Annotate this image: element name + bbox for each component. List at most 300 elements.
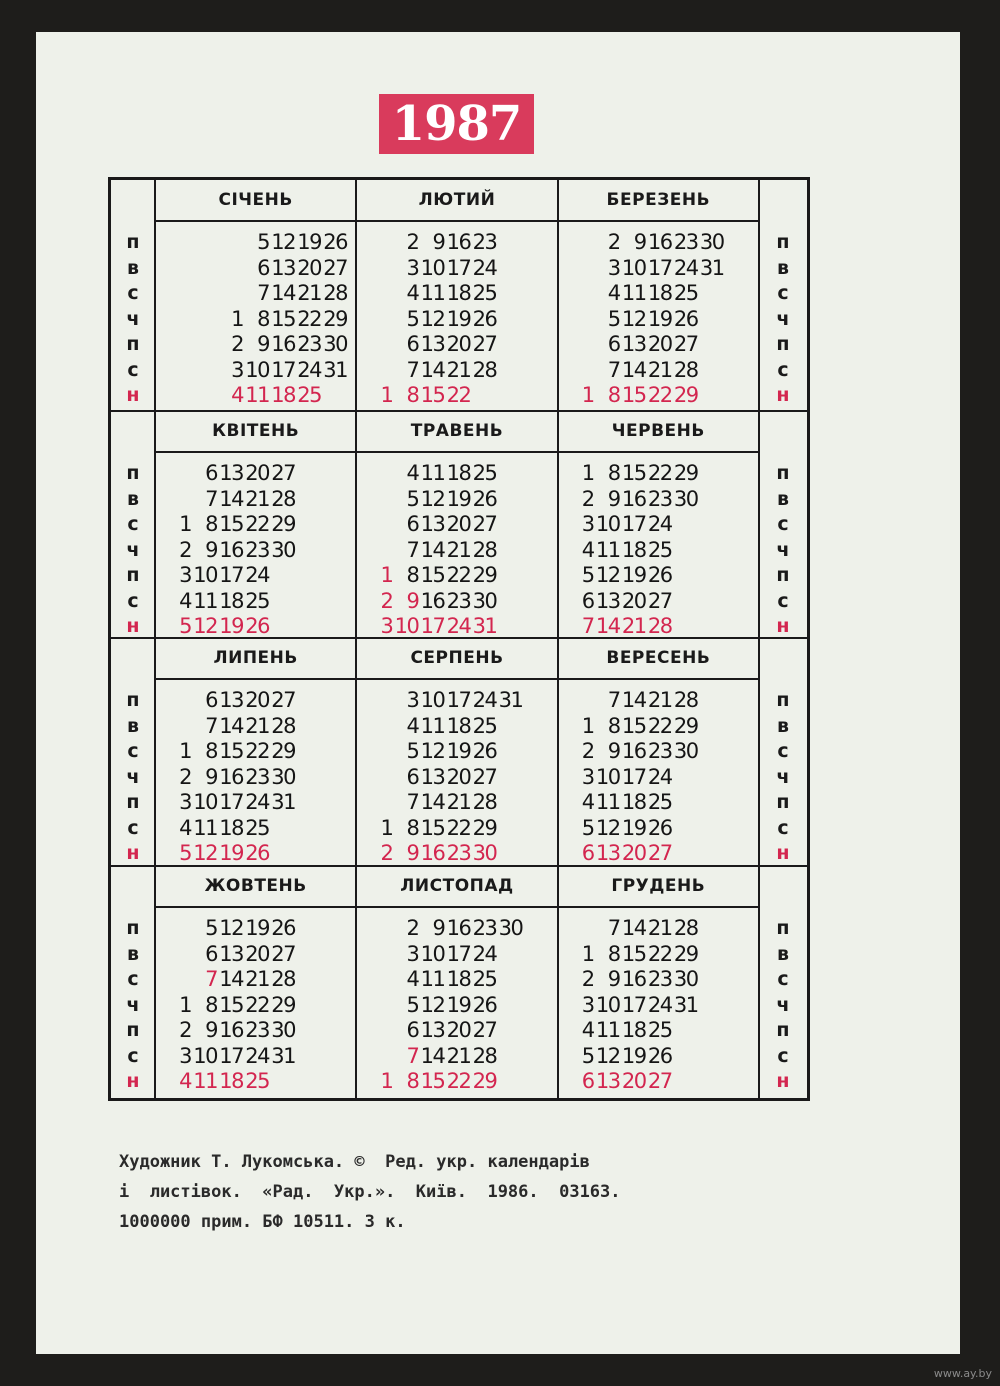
day-number: 2 (380, 841, 393, 865)
weekday-label-left: с (127, 1044, 139, 1067)
day-number: 5 (406, 739, 419, 763)
day-number: 1 (380, 383, 393, 407)
day-number: 10 (193, 1043, 217, 1068)
day-number: 16 (446, 916, 471, 940)
day-number: 8 (406, 383, 419, 407)
day-number: 1 (231, 306, 243, 331)
day-number: 22 (245, 512, 269, 536)
weekday-label-right: п (776, 231, 790, 253)
day-number: 26 (647, 563, 672, 587)
day-number: 31 (323, 357, 347, 382)
day-number: 24 (245, 1043, 269, 1068)
day-number: 5 (205, 916, 217, 940)
day-number: 13 (219, 461, 243, 485)
day-number: 11 (595, 790, 620, 814)
day-number: 14 (420, 790, 445, 814)
day-number: 22 (647, 941, 672, 966)
day-number: 3 (380, 614, 393, 638)
day-number: 25 (647, 1018, 672, 1042)
day-number: 21 (297, 281, 321, 305)
day-number: 12 (219, 916, 243, 940)
day-number: 29 (271, 992, 295, 1017)
day-number: 15 (420, 1069, 445, 1093)
day-number: 24 (297, 357, 321, 382)
day-number: 14 (420, 1043, 445, 1068)
day-number: 6 (406, 764, 419, 789)
footer-publisher: і листівок. «Рад. Укр.». Київ. 1986. 03163. (119, 1182, 621, 1202)
day-number: 16 (420, 841, 445, 865)
day-number: 13 (595, 841, 620, 865)
day-number: 10 (595, 512, 620, 536)
day-number: 25 (245, 588, 269, 613)
day-number: 25 (472, 967, 497, 991)
day-number: 15 (420, 383, 445, 407)
day-number: 31 (699, 255, 724, 280)
weekday-label-right: п (776, 917, 790, 939)
watermark: www.ay.by (933, 1367, 992, 1380)
day-number: 10 (595, 764, 620, 789)
day-number: 5 (581, 1043, 594, 1068)
day-number: 27 (323, 255, 347, 280)
day-number: 12 (420, 992, 445, 1017)
day-number: 2 (607, 230, 620, 254)
weekday-label-right: н (776, 1070, 790, 1092)
day-number: 27 (673, 332, 698, 356)
day-number: 9 (406, 841, 419, 865)
day-number: 8 (607, 383, 620, 407)
month-name: ТРАВЕНЬ (410, 421, 504, 441)
month-name: СІЧЕНЬ (218, 190, 293, 210)
day-number: 5 (406, 306, 419, 331)
day-number: 19 (621, 815, 646, 840)
day-number: 26 (673, 306, 698, 331)
day-number: 31 (498, 688, 523, 712)
weekday-label-left: с (127, 816, 139, 839)
day-number: 4 (179, 588, 191, 613)
header-divider (759, 451, 807, 453)
day-number: 30 (271, 764, 295, 789)
day-number: 8 (406, 815, 419, 840)
day-number: 28 (472, 790, 497, 814)
day-number: 4 (406, 713, 419, 738)
day-number: 5 (406, 486, 419, 511)
day-number: 8 (406, 563, 419, 587)
day-number: 24 (446, 614, 471, 638)
day-number: 23 (673, 230, 698, 254)
day-number: 18 (621, 537, 646, 562)
day-number: 7 (205, 486, 217, 511)
day-number: 7 (205, 967, 217, 991)
weekday-label-right: ч (776, 993, 790, 1016)
month-name: БЕРЕЗЕНЬ (606, 190, 711, 210)
day-number: 3 (179, 1043, 191, 1068)
day-number: 18 (271, 383, 295, 407)
day-number: 20 (621, 841, 646, 865)
day-number: 21 (446, 1043, 471, 1068)
weekday-label-left: п (126, 791, 140, 813)
day-number: 18 (219, 815, 243, 840)
day-number: 23 (245, 537, 269, 562)
day-number: 2 (581, 739, 594, 763)
day-number: 17 (621, 764, 646, 789)
day-number: 8 (205, 992, 217, 1017)
day-number: 17 (446, 255, 471, 280)
day-number: 25 (472, 461, 497, 485)
day-number: 8 (607, 461, 620, 485)
day-number: 19 (245, 916, 269, 940)
day-number: 12 (420, 486, 445, 511)
day-number: 25 (245, 1069, 269, 1093)
day-number: 23 (245, 1018, 269, 1042)
day-number: 17 (647, 255, 672, 280)
weekday-label-right: в (776, 256, 790, 279)
day-number: 14 (219, 967, 243, 991)
day-number: 19 (219, 841, 243, 865)
day-number: 2 (581, 967, 594, 991)
weekday-label-left: в (126, 714, 140, 737)
day-number: 28 (472, 1043, 497, 1068)
day-number: 20 (621, 588, 646, 613)
day-number: 10 (394, 614, 419, 638)
day-number: 4 (406, 461, 419, 485)
day-number: 30 (472, 841, 497, 865)
column-divider (355, 180, 357, 1098)
day-number: 17 (219, 790, 243, 814)
day-number: 26 (323, 230, 347, 254)
day-number: 11 (595, 1018, 620, 1042)
day-number: 8 (406, 1069, 419, 1093)
weekday-label-left: н (126, 615, 140, 637)
day-number: 25 (472, 281, 497, 305)
day-number: 6 (406, 1018, 419, 1042)
day-number: 10 (193, 790, 217, 814)
day-number: 4 (406, 281, 419, 305)
weekday-label-left: с (127, 968, 139, 990)
day-number: 18 (647, 281, 672, 305)
day-number: 28 (472, 357, 497, 382)
day-number: 29 (271, 739, 295, 763)
day-number: 30 (673, 967, 698, 991)
day-number: 14 (621, 357, 646, 382)
day-number: 27 (271, 461, 295, 485)
day-number: 12 (420, 739, 445, 763)
month-name: ВЕРЕСЕНЬ (606, 648, 711, 668)
day-number: 24 (245, 563, 269, 587)
day-number: 30 (271, 537, 295, 562)
day-number: 28 (673, 357, 698, 382)
day-number: 4 (179, 1069, 191, 1093)
day-number: 15 (621, 713, 646, 738)
day-number: 28 (647, 614, 672, 638)
day-number: 25 (472, 713, 497, 738)
day-number: 18 (446, 281, 471, 305)
day-number: 6 (581, 1069, 594, 1093)
day-number: 8 (607, 941, 620, 966)
weekday-label-right: с (777, 282, 789, 304)
day-number: 2 (179, 764, 191, 789)
weekday-label-right: п (776, 791, 790, 813)
day-number: 17 (420, 614, 445, 638)
day-number: 8 (205, 512, 217, 536)
day-number: 22 (647, 713, 672, 738)
day-number: 25 (647, 537, 672, 562)
day-number: 6 (257, 255, 269, 280)
day-number: 12 (271, 230, 295, 254)
weekday-label-left: п (126, 917, 140, 939)
day-number: 3 (607, 255, 620, 280)
day-number: 26 (245, 841, 269, 865)
day-number: 15 (420, 815, 445, 840)
day-number: 29 (673, 941, 698, 966)
calendar-card (36, 32, 960, 1354)
weekday-label-right: п (776, 333, 790, 355)
day-number: 15 (621, 461, 646, 485)
day-number: 21 (446, 790, 471, 814)
day-number: 3 (581, 992, 594, 1017)
day-number: 7 (406, 537, 419, 562)
day-number: 30 (472, 588, 497, 613)
day-number: 23 (472, 916, 497, 940)
day-number: 31 (271, 790, 295, 814)
header-divider (155, 906, 759, 908)
month-name: ГРУДЕНЬ (611, 876, 706, 896)
day-number: 15 (621, 941, 646, 966)
day-number: 20 (647, 332, 672, 356)
day-number: 14 (420, 357, 445, 382)
day-number: 17 (446, 941, 471, 966)
day-number: 1 (581, 713, 594, 738)
day-number: 18 (446, 967, 471, 991)
weekday-label-right: в (776, 714, 790, 737)
day-number: 19 (297, 230, 321, 254)
day-number: 9 (205, 764, 217, 789)
day-number: 14 (621, 916, 646, 940)
day-number: 21 (245, 713, 269, 738)
day-number: 28 (271, 486, 295, 511)
day-number: 27 (647, 841, 672, 865)
day-number: 9 (633, 230, 646, 254)
day-number: 10 (420, 688, 445, 712)
weekday-label-left: н (126, 842, 140, 864)
day-number: 18 (219, 1069, 243, 1093)
day-number: 16 (219, 537, 243, 562)
day-number: 10 (245, 357, 269, 382)
day-number: 23 (647, 967, 672, 991)
day-number: 9 (257, 332, 269, 356)
header-divider (759, 220, 807, 222)
day-number: 12 (595, 815, 620, 840)
day-number: 3 (581, 764, 594, 789)
day-number: 24 (647, 992, 672, 1017)
day-number: 26 (245, 614, 269, 638)
day-number: 9 (607, 967, 620, 991)
day-number: 26 (647, 815, 672, 840)
day-number: 7 (607, 688, 620, 712)
weekday-label-left: ч (126, 993, 140, 1016)
day-number: 23 (647, 739, 672, 763)
footer-print-info: 1000000 прим. БФ 10511. 3 к. (119, 1212, 406, 1232)
header-divider (155, 220, 759, 222)
day-number: 12 (193, 841, 217, 865)
day-number: 10 (621, 255, 646, 280)
day-number: 29 (323, 306, 347, 331)
day-number: 8 (205, 739, 217, 763)
weekday-label-right: с (777, 1044, 789, 1067)
weekday-label-left: с (127, 358, 139, 381)
day-number: 1 (380, 1069, 393, 1093)
day-number: 2 (581, 486, 594, 511)
day-number: 27 (472, 1018, 497, 1042)
day-number: 5 (179, 841, 191, 865)
day-number: 30 (323, 332, 347, 356)
day-number: 17 (621, 992, 646, 1017)
day-number: 7 (406, 1043, 419, 1068)
day-number: 15 (420, 563, 445, 587)
day-number: 28 (271, 713, 295, 738)
day-number: 16 (621, 739, 646, 763)
month-name: СЕРПЕНЬ (410, 648, 504, 668)
day-number: 11 (420, 713, 445, 738)
day-number: 2 (231, 332, 243, 356)
day-number: 1 (179, 512, 191, 536)
day-number: 26 (647, 1043, 672, 1068)
weekday-label-right: н (776, 842, 790, 864)
day-number: 16 (219, 764, 243, 789)
day-number: 17 (271, 357, 295, 382)
column-divider (557, 180, 559, 1098)
day-number: 26 (271, 916, 295, 940)
day-number: 15 (219, 512, 243, 536)
day-number: 6 (406, 332, 419, 356)
day-number: 16 (621, 967, 646, 991)
day-number: 4 (581, 1018, 594, 1042)
year-title: 1987 (379, 94, 534, 154)
day-number: 24 (245, 790, 269, 814)
day-number: 2 (179, 1018, 191, 1042)
weekday-label-right: п (776, 689, 790, 711)
day-number: 4 (231, 383, 243, 407)
weekday-label-left: с (127, 513, 139, 535)
weekday-label-left: п (126, 231, 140, 253)
month-name: ЛИПЕНЬ (213, 648, 298, 668)
day-number: 29 (271, 512, 295, 536)
day-number: 20 (621, 1069, 646, 1093)
day-number: 9 (607, 486, 620, 511)
day-number: 27 (472, 332, 497, 356)
day-number: 28 (673, 688, 698, 712)
day-number: 24 (647, 764, 672, 789)
weekday-label-right: с (777, 513, 789, 535)
weekday-label-left: п (126, 1019, 140, 1041)
day-number: 3 (179, 790, 191, 814)
day-number: 30 (673, 739, 698, 763)
weekday-label-left: н (126, 384, 140, 406)
day-number: 19 (446, 992, 471, 1017)
day-number: 16 (621, 486, 646, 511)
day-number: 15 (219, 992, 243, 1017)
day-number: 2 (380, 588, 393, 613)
weekday-label-left: н (126, 1070, 140, 1092)
day-number: 7 (607, 357, 620, 382)
day-number: 31 (673, 992, 698, 1017)
weekday-label-right: ч (776, 307, 790, 330)
day-number: 22 (446, 563, 471, 587)
header-divider (759, 906, 807, 908)
month-name: КВІТЕНЬ (212, 421, 300, 441)
day-number: 27 (472, 764, 497, 789)
month-name: ЛЮТИЙ (418, 190, 496, 210)
weekday-label-right: н (776, 615, 790, 637)
day-number: 18 (219, 588, 243, 613)
weekday-label-left: с (127, 282, 139, 304)
day-number: 9 (205, 1018, 217, 1042)
day-number: 16 (271, 332, 295, 356)
day-number: 25 (647, 790, 672, 814)
day-number: 12 (193, 614, 217, 638)
day-number: 1 (581, 941, 594, 966)
weekday-label-right: с (777, 589, 789, 612)
day-number: 3 (581, 512, 594, 536)
day-number: 13 (219, 941, 243, 966)
day-number: 21 (245, 967, 269, 991)
day-number: 14 (271, 281, 295, 305)
day-number: 11 (245, 383, 269, 407)
weekday-label-left: с (127, 740, 139, 762)
day-number: 4 (406, 967, 419, 991)
day-number: 13 (219, 688, 243, 712)
day-number: 13 (595, 588, 620, 613)
day-number: 12 (420, 306, 445, 331)
weekday-label-right: с (777, 358, 789, 381)
day-number: 10 (193, 563, 217, 587)
month-name: ЛИСТОПАД (400, 876, 514, 896)
day-number: 25 (245, 815, 269, 840)
day-number: 14 (420, 537, 445, 562)
day-number: 11 (193, 588, 217, 613)
day-number: 6 (581, 588, 594, 613)
day-number: 29 (472, 563, 497, 587)
day-number: 23 (245, 764, 269, 789)
day-number: 26 (472, 739, 497, 763)
day-number: 27 (647, 1069, 672, 1093)
day-number: 6 (607, 332, 620, 356)
day-number: 19 (219, 614, 243, 638)
weekday-label-right: п (776, 462, 790, 484)
day-number: 21 (647, 688, 672, 712)
day-number: 23 (647, 486, 672, 511)
day-number: 10 (420, 941, 445, 966)
day-number: 20 (245, 688, 269, 712)
day-number: 27 (271, 688, 295, 712)
day-number: 14 (595, 614, 620, 638)
day-number: 20 (446, 332, 471, 356)
day-number: 3 (406, 255, 419, 280)
day-number: 5 (581, 815, 594, 840)
day-number: 22 (647, 461, 672, 485)
header-divider (759, 678, 807, 680)
weekday-label-right: н (776, 384, 790, 406)
weekday-label-right: с (777, 816, 789, 839)
day-number: 13 (271, 255, 295, 280)
weekday-label-right: в (776, 487, 790, 510)
day-number: 3 (406, 941, 419, 966)
day-number: 8 (607, 713, 620, 738)
day-number: 17 (621, 512, 646, 536)
day-number: 14 (621, 688, 646, 712)
weekday-label-right: ч (776, 765, 790, 788)
day-number: 1 (179, 992, 191, 1017)
day-number: 25 (297, 383, 321, 407)
